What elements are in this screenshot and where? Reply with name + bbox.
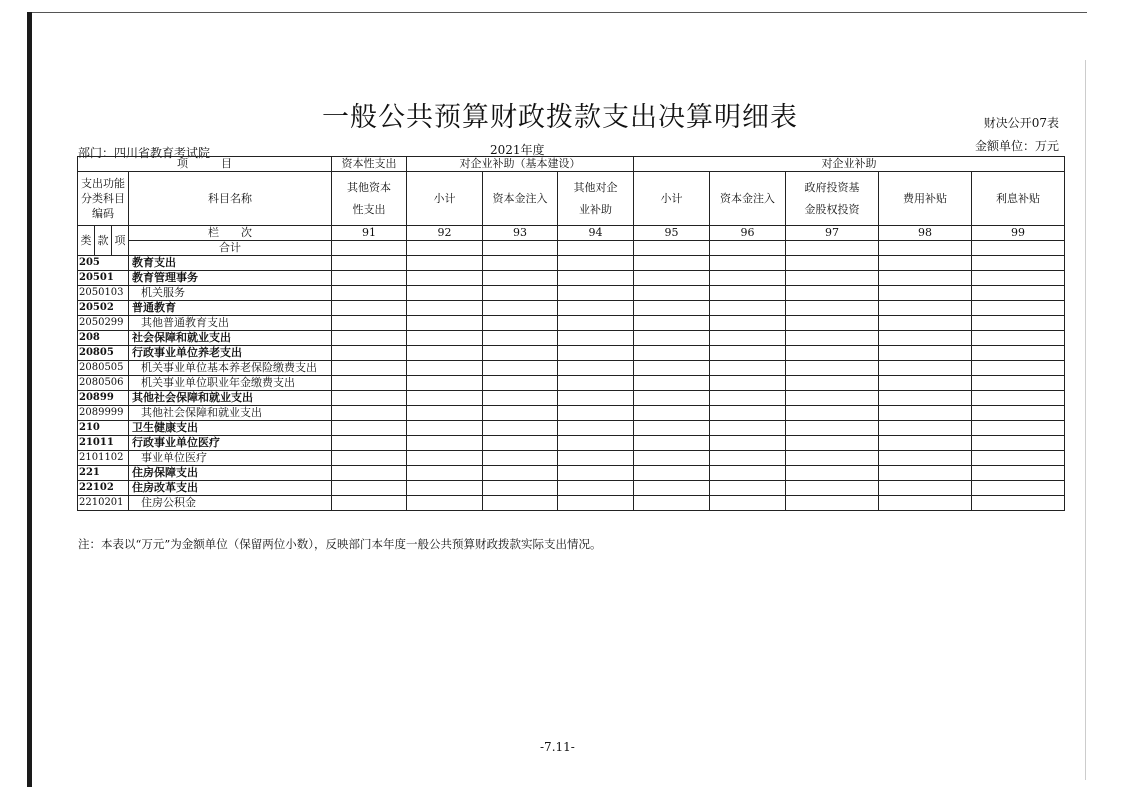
amount-cell (634, 391, 710, 406)
subject-name: 社会保障和就业支出 (129, 331, 332, 346)
amount-cell (558, 376, 634, 391)
amount-cell (972, 496, 1065, 511)
amount-cell (879, 481, 972, 496)
amount-cell (710, 316, 786, 331)
amount-cell (972, 316, 1065, 331)
amount-cell (483, 376, 558, 391)
amount-cell (407, 301, 483, 316)
subject-code: 22102 (78, 481, 129, 496)
amount-cell (634, 496, 710, 511)
amount-cell (634, 241, 710, 256)
amount-cell (558, 271, 634, 286)
amount-cell (332, 346, 407, 361)
amount-cell (972, 241, 1065, 256)
other-enterprise-header: 其他对企业补助 (558, 172, 634, 226)
amount-cell (786, 286, 879, 301)
amount-cell (407, 391, 483, 406)
amount-cell (407, 316, 483, 331)
func-class-header: 支出功能分类科目编码 (78, 172, 129, 226)
scan-edge-right (1085, 60, 1086, 780)
amount-cell (972, 301, 1065, 316)
amount-cell (332, 406, 407, 421)
amount-cell (786, 406, 879, 421)
amount-cell (407, 436, 483, 451)
enterprise-basic-header: 对企业补助（基本建设） (407, 157, 634, 172)
col-num-91: 91 (332, 226, 407, 241)
amount-cell (558, 286, 634, 301)
amount-cell (786, 451, 879, 466)
amount-cell (332, 316, 407, 331)
amount-cell (972, 436, 1065, 451)
amount-cell (879, 256, 972, 271)
amount-cell (710, 406, 786, 421)
amount-cell (972, 466, 1065, 481)
amount-cell (407, 361, 483, 376)
subject-name: 行政事业单位养老支出 (129, 346, 332, 361)
amount-cell (558, 361, 634, 376)
table-row (78, 346, 1065, 361)
fiscal-year: 2021年度 (490, 143, 545, 157)
fee-subsidy-header: 费用补贴 (879, 172, 972, 226)
amount-cell (786, 256, 879, 271)
amount-cell (634, 331, 710, 346)
amount-cell (634, 406, 710, 421)
amount-cell (710, 361, 786, 376)
amount-cell (558, 256, 634, 271)
amount-cell (558, 406, 634, 421)
table-row (78, 331, 1065, 346)
amount-cell (483, 361, 558, 376)
amount-cell (483, 391, 558, 406)
table-row (78, 496, 1065, 511)
amount-cell (483, 451, 558, 466)
amount-cell (972, 256, 1065, 271)
amount-cell (710, 421, 786, 436)
amount-cell (332, 436, 407, 451)
amount-cell (558, 451, 634, 466)
lan-ci-label: 栏 次 (129, 226, 332, 241)
expenditure-table (77, 156, 1065, 511)
amount-cell (786, 376, 879, 391)
amount-cell (879, 301, 972, 316)
amount-cell (407, 346, 483, 361)
subject-code: 20805 (78, 346, 129, 361)
lei-header: 类 (78, 226, 95, 256)
amount-cell (407, 421, 483, 436)
subject-code: 20502 (78, 301, 129, 316)
amount-cell (879, 241, 972, 256)
subject-name: 事业单位医疗 (129, 451, 332, 466)
amount-cell (407, 496, 483, 511)
amount-cell (332, 256, 407, 271)
amount-cell (483, 481, 558, 496)
amount-cell (879, 436, 972, 451)
amount-cell (332, 421, 407, 436)
amount-cell (407, 376, 483, 391)
table-row (78, 436, 1065, 451)
amount-cell (483, 346, 558, 361)
amount-cell (483, 421, 558, 436)
amount-cell (786, 481, 879, 496)
subject-code: 210 (78, 421, 129, 436)
amount-cell (407, 481, 483, 496)
enterprise-header: 对企业补助 (634, 157, 1065, 172)
amount-cell (558, 391, 634, 406)
amount-cell (972, 376, 1065, 391)
amount-cell (972, 406, 1065, 421)
subtotal-header: 小计 (407, 172, 483, 226)
col-num-92: 92 (407, 226, 483, 241)
subject-name: 住房改革支出 (129, 481, 332, 496)
amount-cell (879, 361, 972, 376)
amount-cell (786, 316, 879, 331)
amount-cell (710, 496, 786, 511)
amount-cell (407, 286, 483, 301)
amount-cell (483, 286, 558, 301)
table-row (78, 256, 1065, 271)
amount-cell (634, 421, 710, 436)
amount-cell (879, 376, 972, 391)
header-row-1 (78, 157, 1065, 172)
amount-cell (786, 331, 879, 346)
subject-code: 205 (78, 256, 129, 271)
gov-equity-header: 政府投资基金股权投资 (786, 172, 879, 226)
amount-cell (332, 301, 407, 316)
amount-cell (972, 421, 1065, 436)
subject-name: 机关服务 (129, 286, 332, 301)
table-row (78, 271, 1065, 286)
amount-cell (879, 466, 972, 481)
amount-cell (879, 391, 972, 406)
subject-code: 2050299 (78, 316, 129, 331)
amount-cell (483, 256, 558, 271)
table-row (78, 451, 1065, 466)
subject-name: 教育管理事务 (129, 271, 332, 286)
amount-cell (558, 481, 634, 496)
amount-cell (407, 256, 483, 271)
amount-cell (710, 466, 786, 481)
table-row (78, 361, 1065, 376)
amount-cell (483, 301, 558, 316)
amount-cell (483, 271, 558, 286)
subject-name: 机关事业单位职业年金缴费支出 (129, 376, 332, 391)
amount-cell (558, 301, 634, 316)
subject-code: 2050103 (78, 286, 129, 301)
table-row (78, 391, 1065, 406)
page-title: 一般公共预算财政拨款支出决算明细表 (322, 102, 798, 133)
interest-subsidy-header: 利息补贴 (972, 172, 1065, 226)
subject-code: 2080505 (78, 361, 129, 376)
amount-cell (558, 421, 634, 436)
amount-cell (710, 391, 786, 406)
amount-cell (879, 331, 972, 346)
subject-code: 20501 (78, 271, 129, 286)
amount-cell (786, 391, 879, 406)
table-row (78, 421, 1065, 436)
amount-cell (483, 241, 558, 256)
amount-cell (634, 316, 710, 331)
amount-cell (332, 496, 407, 511)
amount-cell (332, 286, 407, 301)
item-header: 项 目 (78, 157, 332, 172)
subject-name: 其他普通教育支出 (129, 316, 332, 331)
amount-cell (332, 361, 407, 376)
amount-cell (332, 241, 407, 256)
amount-cell (710, 331, 786, 346)
amount-cell (332, 451, 407, 466)
subject-name: 行政事业单位医疗 (129, 436, 332, 451)
table-row (78, 481, 1065, 496)
col-num-98: 98 (879, 226, 972, 241)
amount-cell (407, 466, 483, 481)
footnote: 注：本表以“万元”为金额单位（保留两位小数），反映部门本年度一般公共预算财政拨款实际支出情况。 (78, 537, 602, 551)
amount-cell (786, 346, 879, 361)
amount-cell (786, 241, 879, 256)
table-row (78, 406, 1065, 421)
amount-cell (483, 466, 558, 481)
form-code: 财决公开07表 (983, 116, 1059, 130)
amount-cell (634, 346, 710, 361)
amount-cell (634, 286, 710, 301)
amount-cell (634, 481, 710, 496)
amount-cell (972, 451, 1065, 466)
amount-cell (332, 391, 407, 406)
amount-cell (483, 331, 558, 346)
amount-cell (879, 346, 972, 361)
table-row (78, 316, 1065, 331)
amount-cell (558, 316, 634, 331)
amount-cell (972, 391, 1065, 406)
amount-cell (634, 361, 710, 376)
kuan-header: 款 (95, 226, 112, 256)
table-row (78, 286, 1065, 301)
amount-cell (483, 496, 558, 511)
amount-cell (786, 421, 879, 436)
col-num-93: 93 (483, 226, 558, 241)
subject-code: 20899 (78, 391, 129, 406)
subject-name: 卫生健康支出 (129, 421, 332, 436)
total-label: 合计 (129, 241, 332, 256)
total-row (78, 241, 1065, 256)
subject-name-header: 科目名称 (129, 172, 332, 226)
amount-cell (483, 316, 558, 331)
amount-cell (972, 481, 1065, 496)
amount-cell (786, 301, 879, 316)
amount-cell (879, 316, 972, 331)
amount-cell (407, 451, 483, 466)
amount-cell (407, 271, 483, 286)
amount-cell (710, 286, 786, 301)
amount-cell (879, 406, 972, 421)
col-num-95: 95 (634, 226, 710, 241)
amount-cell (972, 346, 1065, 361)
subject-name: 住房公积金 (129, 496, 332, 511)
amount-cell (634, 466, 710, 481)
amount-cell (879, 271, 972, 286)
amount-unit: 金额单位：万元 (974, 139, 1059, 153)
subject-code: 208 (78, 331, 129, 346)
table-row (78, 466, 1065, 481)
other-capital-header: 其他资本性支出 (332, 172, 407, 226)
amount-cell (710, 301, 786, 316)
amount-cell (972, 361, 1065, 376)
amount-cell (786, 271, 879, 286)
amount-cell (558, 346, 634, 361)
amount-cell (483, 406, 558, 421)
amount-cell (558, 436, 634, 451)
amount-cell (332, 376, 407, 391)
subject-code: 221 (78, 466, 129, 481)
col-num-99: 99 (972, 226, 1065, 241)
amount-cell (710, 241, 786, 256)
amount-cell (407, 406, 483, 421)
col-num-94: 94 (558, 226, 634, 241)
amount-cell (634, 256, 710, 271)
amount-cell (558, 331, 634, 346)
amount-cell (710, 376, 786, 391)
capital-injection2-header: 资本金注入 (710, 172, 786, 226)
amount-cell (879, 496, 972, 511)
amount-cell (634, 436, 710, 451)
amount-cell (710, 436, 786, 451)
amount-cell (786, 496, 879, 511)
amount-cell (786, 466, 879, 481)
amount-cell (710, 451, 786, 466)
amount-cell (483, 436, 558, 451)
amount-cell (710, 481, 786, 496)
subject-name: 其他社会保障和就业支出 (129, 406, 332, 421)
subject-name: 住房保障支出 (129, 466, 332, 481)
amount-cell (710, 346, 786, 361)
amount-cell (972, 271, 1065, 286)
amount-cell (879, 286, 972, 301)
amount-cell (879, 421, 972, 436)
subject-code: 2210201 (78, 496, 129, 511)
amount-cell (786, 436, 879, 451)
amount-cell (332, 466, 407, 481)
subject-code: 21011 (78, 436, 129, 451)
capital-header: 资本性支出 (332, 157, 407, 172)
subject-name: 其他社会保障和就业支出 (129, 391, 332, 406)
subject-code: 2080506 (78, 376, 129, 391)
scan-edge-top (32, 12, 1087, 13)
amount-cell (407, 241, 483, 256)
amount-cell (332, 481, 407, 496)
xiang-header: 项 (112, 226, 129, 256)
amount-cell (710, 256, 786, 271)
subtotal2-header: 小计 (634, 172, 710, 226)
amount-cell (710, 271, 786, 286)
department: 部门：四川省教育考试院 (78, 146, 211, 160)
subject-code: 2101102 (78, 451, 129, 466)
amount-cell (972, 331, 1065, 346)
amount-cell (558, 496, 634, 511)
subject-code: 2089999 (78, 406, 129, 421)
amount-cell (558, 466, 634, 481)
subject-name: 机关事业单位基本养老保险缴费支出 (129, 361, 332, 376)
page-number: -7.11- (540, 740, 575, 754)
column-number-row (78, 226, 1065, 241)
amount-cell (972, 286, 1065, 301)
amount-cell (786, 361, 879, 376)
amount-cell (634, 451, 710, 466)
amount-cell (332, 331, 407, 346)
capital-injection-header: 资本金注入 (483, 172, 558, 226)
table-row (78, 376, 1065, 391)
table-row (78, 301, 1065, 316)
amount-cell (558, 241, 634, 256)
col-num-96: 96 (710, 226, 786, 241)
amount-cell (634, 271, 710, 286)
amount-cell (879, 451, 972, 466)
amount-cell (332, 271, 407, 286)
amount-cell (634, 376, 710, 391)
subject-name: 普通教育 (129, 301, 332, 316)
scan-edge-left (27, 12, 32, 787)
col-num-97: 97 (786, 226, 879, 241)
subject-name: 教育支出 (129, 256, 332, 271)
amount-cell (407, 331, 483, 346)
amount-cell (634, 301, 710, 316)
header-row-2 (78, 172, 1065, 226)
